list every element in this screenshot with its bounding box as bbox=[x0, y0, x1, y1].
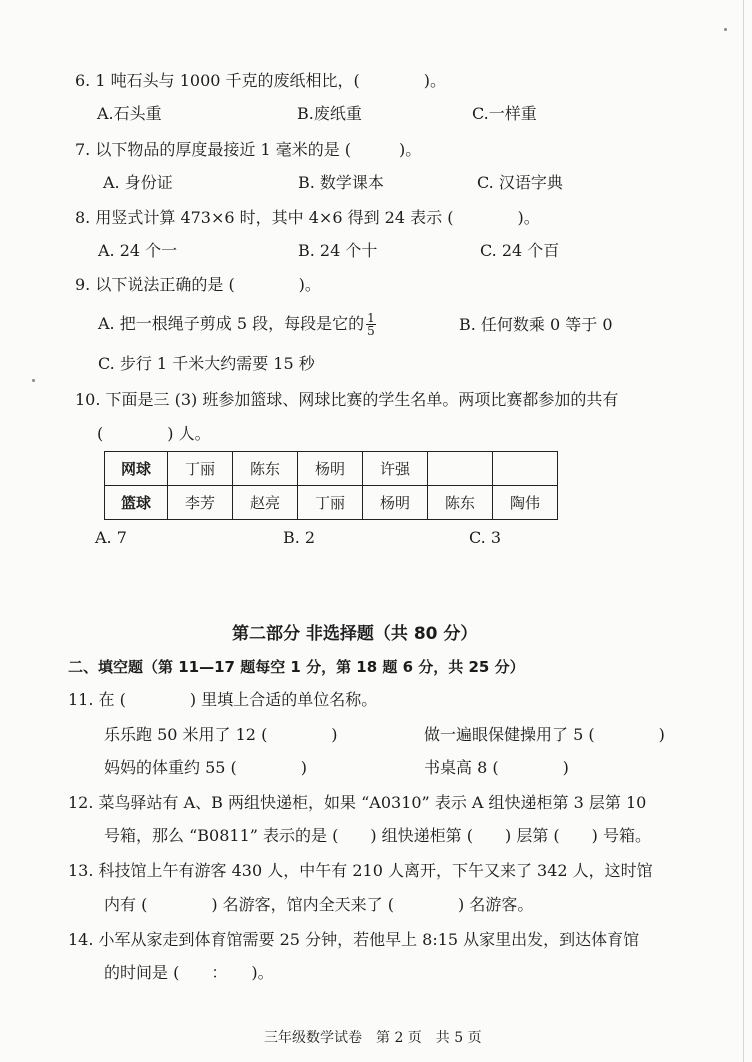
table-row-basketball bbox=[105, 486, 558, 520]
q6-option-a[interactable]: A.石头重 bbox=[97, 104, 162, 123]
row-header-tennis: 网球 bbox=[105, 452, 168, 486]
section-fill-in-blanks: 二、填空题（第 11—17 题每空 1 分，第 18 题 6 分，共 25 分） bbox=[68, 658, 525, 676]
q10-stem-line2: ( ) 人。 bbox=[97, 424, 211, 443]
q9-option-c[interactable]: C. 步行 1 千米大约需要 15 秒 bbox=[98, 354, 315, 373]
q9-option-a-text: A. 把一根绳子剪成 5 段，每段是它的 bbox=[98, 314, 365, 333]
q11-item-2: 做一遍眼保健操用了 5 ( ) bbox=[424, 725, 665, 744]
q10-option-b[interactable]: B. 2 bbox=[283, 528, 316, 547]
q9-option-a[interactable] bbox=[98, 312, 378, 337]
q11-stem: 11. 在 ( ) 里填上合适的单位名称。 bbox=[68, 690, 378, 709]
q11-item-4: 书桌高 8 ( ) bbox=[424, 758, 569, 777]
table-cell: 陶伟 bbox=[493, 486, 558, 520]
q9-option-b[interactable]: B. 任何数乘 0 等于 0 bbox=[459, 315, 613, 334]
q11-item-3: 妈妈的体重约 55 ( ) bbox=[104, 758, 308, 777]
table-cell: 陈东 bbox=[428, 486, 493, 520]
table-cell: 丁丽 bbox=[298, 486, 363, 520]
table-row-tennis bbox=[105, 452, 558, 486]
table-cell: 许强 bbox=[363, 452, 428, 486]
table-cell: 丁丽 bbox=[168, 452, 233, 486]
q7-option-c[interactable]: C. 汉语字典 bbox=[477, 173, 563, 192]
q10-option-c[interactable]: C. 3 bbox=[469, 528, 502, 547]
q6-option-c[interactable]: C.一样重 bbox=[472, 104, 537, 123]
q14-line1: 14. 小军从家走到体育馆需要 25 分钟，若他早上 8:15 从家里出发，到达体育馆 bbox=[68, 930, 640, 949]
table-cell: 杨明 bbox=[298, 452, 363, 486]
q8-option-b[interactable]: B. 24 个十 bbox=[298, 241, 378, 260]
q9-stem: 9. 以下说法正确的是 ( )。 bbox=[75, 275, 321, 294]
table-cell: 杨明 bbox=[363, 486, 428, 520]
q6-stem: 6. 1 吨石头与 1000 千克的废纸相比，( )。 bbox=[75, 71, 446, 90]
scan-edge-line bbox=[743, 0, 744, 1062]
fraction-one-fifth: $\frac{1}{5}$ bbox=[367, 311, 375, 338]
q12-line1: 12. 菜鸟驿站有 A、B 两组快递柜，如果 “A0310” 表示 A 组快递柜第 3 层第 10 bbox=[68, 793, 647, 812]
part2-title: 第二部分 非选择题（共 80 分） bbox=[232, 624, 478, 644]
q8-stem: 8. 用竖式计算 473×6 时，其中 4×6 得到 24 表示 ( )。 bbox=[75, 208, 540, 227]
table-cell: 赵亮 bbox=[233, 486, 298, 520]
q14-line2: 的时间是 ( ： )。 bbox=[104, 963, 274, 982]
table-cell bbox=[428, 452, 493, 486]
roster-table bbox=[104, 451, 558, 520]
q13-line2: 内有 ( ) 名游客，馆内全天来了 ( ) 名游客。 bbox=[104, 895, 534, 914]
q13-line1: 13. 科技馆上午有游客 430 人，中午有 210 人离开，下午又来了 342 人，这时馆 bbox=[68, 861, 653, 880]
q7-stem: 7. 以下物品的厚度最接近 1 毫米的是 ( )。 bbox=[75, 140, 422, 159]
q10-stem-line1: 10. 下面是三 (3) 班参加篮球、网球比赛的学生名单。两项比赛都参加的共有 bbox=[75, 390, 619, 409]
table-cell: 李芳 bbox=[168, 486, 233, 520]
q12-line2: 号箱，那么 “B0811” 表示的是 ( ) 组快递柜第 ( ) 层第 ( ) 号箱。 bbox=[104, 826, 651, 845]
row-header-basketball: 篮球 bbox=[105, 486, 168, 520]
q10-option-a[interactable]: A. 7 bbox=[95, 528, 127, 547]
q8-option-c[interactable]: C. 24 个百 bbox=[480, 241, 560, 260]
q6-option-b[interactable]: B.废纸重 bbox=[297, 104, 362, 123]
q7-option-b[interactable]: B. 数学课本 bbox=[298, 173, 384, 192]
q8-option-a[interactable]: A. 24 个一 bbox=[98, 241, 178, 260]
page-footer: 三年级数学试卷 第 2 页 共 5 页 bbox=[264, 1030, 482, 1046]
table-cell bbox=[493, 452, 558, 486]
q7-option-a[interactable]: A. 身份证 bbox=[103, 173, 173, 192]
table-cell: 陈东 bbox=[233, 452, 298, 486]
scan-speck bbox=[724, 28, 727, 31]
scan-speck bbox=[32, 379, 35, 382]
q11-item-1: 乐乐跑 50 米用了 12 ( ) bbox=[104, 725, 338, 744]
